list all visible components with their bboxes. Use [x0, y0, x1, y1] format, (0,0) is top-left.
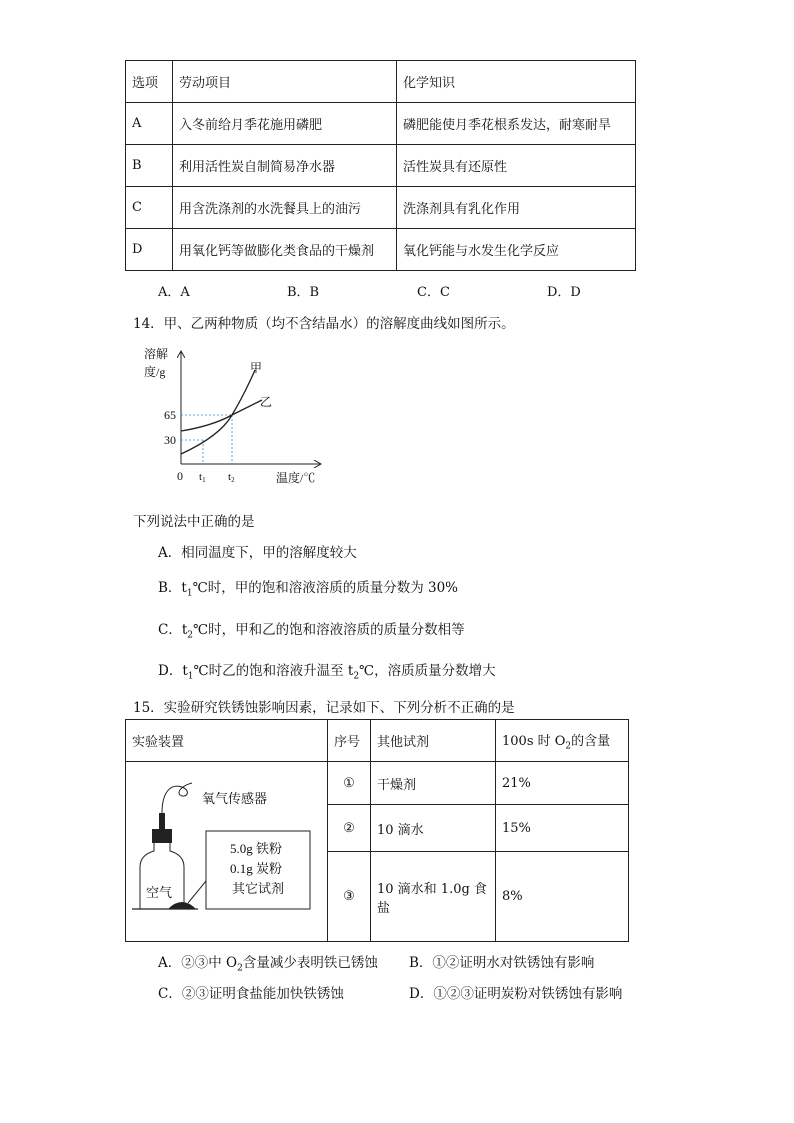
sensor-wire: [162, 783, 192, 813]
table-header-row: [126, 61, 636, 103]
row-knowledge: 氧化钙能与水发生化学反应: [397, 229, 636, 271]
q13-option-b[interactable]: B．B: [287, 285, 320, 300]
row-reagent: 10 滴水: [371, 805, 496, 852]
powder-pile: [168, 902, 196, 909]
q15-option-b[interactable]: B．①②证明水对铁锈蚀有影响: [409, 955, 595, 971]
row-o2: 15%: [496, 805, 629, 852]
apparatus-cell: [126, 762, 328, 942]
q15-option-a[interactable]: [158, 951, 378, 974]
header-reagent: 其他试剂: [371, 720, 496, 762]
x-label: 温度/℃: [276, 471, 316, 485]
q13-table: [125, 60, 636, 271]
table-row: [126, 145, 636, 187]
origin-label: 0: [177, 469, 183, 483]
table-row: [126, 229, 636, 271]
row-option: C: [126, 187, 173, 229]
q14-c-post: ℃时，甲和乙的饱和溶液溶质的质量分数相等: [193, 622, 465, 638]
row-knowledge: 活性炭具有还原性: [397, 145, 636, 187]
x-tick-t1-main: t: [199, 471, 203, 483]
table-row: [126, 187, 636, 229]
box-line-3: 其它试剂: [232, 881, 285, 897]
curve-jia: [181, 370, 255, 454]
stopper: [152, 829, 172, 843]
series-label-jia: 甲: [250, 361, 263, 375]
q14-option-d[interactable]: [158, 659, 496, 682]
q15-option-c[interactable]: C．②③证明食盐能加快铁锈蚀: [158, 986, 344, 1002]
q14-d-sub1: 1: [187, 671, 194, 682]
x-tick-t2: [228, 471, 235, 484]
q14-stem: 14．甲、乙两种物质（均不含结晶水）的溶解度曲线如图所示。: [133, 316, 515, 332]
y-tick-65: 65: [164, 408, 176, 422]
table-header-row: [126, 720, 629, 762]
header-o2-sub: 2: [565, 741, 572, 752]
box-line-1: 5.0g 铁粉: [230, 840, 283, 856]
row-reagent: 干燥剂: [371, 762, 496, 805]
table-row: [126, 103, 636, 145]
q14-b-pre: B．t: [158, 580, 187, 596]
row-labor: 入冬前给月季花施用磷肥: [173, 103, 397, 145]
header-device: 实验装置: [126, 720, 328, 762]
q14-d-sub2: 2: [353, 671, 360, 682]
q14-d-pre: D．t: [158, 663, 188, 679]
q14-option-b[interactable]: [158, 576, 458, 599]
row-num: ①: [328, 762, 371, 805]
q14-option-c[interactable]: [158, 618, 465, 641]
x-tick-t2-main: t: [228, 471, 232, 483]
row-o2: 21%: [496, 762, 629, 805]
header-o2-pre: 100s 时 O: [502, 733, 566, 749]
row-option: A: [126, 103, 173, 145]
q14-b-post: ℃时，甲的饱和溶液溶质的质量分数为 30%: [192, 580, 458, 596]
q13-option-a[interactable]: A．A: [158, 285, 190, 300]
row-labor: 利用活性炭自制简易净水器: [173, 145, 397, 187]
header-o2-post: 的含量: [571, 733, 611, 749]
row-option: B: [126, 145, 173, 187]
q14-c-sub: 2: [187, 630, 193, 641]
air-label: 空气: [146, 885, 173, 901]
q15-a-sub: 2: [237, 963, 243, 974]
q13-option-c[interactable]: C．C: [417, 285, 450, 300]
row-knowledge: 磷肥能使月季花根系发达，耐寒耐旱: [397, 103, 636, 145]
sensor-label: 氧气传感器: [202, 791, 268, 807]
q14-b-sub: 1: [186, 588, 193, 599]
q15-a-post: 含量减少表明铁已锈蚀: [242, 955, 378, 971]
q13-option-d[interactable]: D．D: [547, 285, 581, 300]
x-tick-t2-sub: 2: [231, 476, 235, 484]
row-knowledge: 洗涤剂具有乳化作用: [397, 187, 636, 229]
row-o2: 8%: [496, 852, 629, 942]
row-labor: 用含洗涤剂的水洗餐具上的油污: [173, 187, 397, 229]
header-o2: [496, 720, 629, 762]
solubility-chart: [140, 340, 340, 490]
y-label-line1: 溶解: [144, 347, 169, 361]
box-line-2: 0.1g 炭粉: [230, 860, 283, 876]
header-labor-item: 劳动项目: [173, 61, 397, 103]
header-chem-knowledge: 化学知识: [397, 61, 636, 103]
row-reagent: 10 滴水和 1.0g 食盐: [371, 852, 496, 942]
row-num: ③: [328, 852, 371, 942]
row-option: D: [126, 229, 173, 271]
x-tick-t1: [199, 471, 206, 484]
q14-d-mid: ℃时乙的饱和溶液升温至 t: [193, 663, 354, 679]
row-labor: 用氧化钙等做膨化类食品的干燥剂: [173, 229, 397, 271]
y-tick-30: 30: [164, 433, 176, 447]
header-option: 选项: [126, 61, 173, 103]
q15-stem: 15．实验研究铁锈蚀影响因素，记录如下、下列分析不正确的是: [133, 700, 515, 716]
q14-d-post: ℃，溶质质量分数增大: [359, 663, 496, 679]
table-row: [126, 762, 629, 805]
q15-table: [125, 719, 629, 942]
q14-option-a[interactable]: A．相同温度下，甲的溶解度较大: [158, 545, 357, 561]
x-tick-t1-sub: 1: [202, 476, 206, 484]
header-num: 序号: [328, 720, 371, 762]
curve-yi: [181, 400, 262, 431]
y-label-line2: 度/g: [144, 365, 166, 379]
row-num: ②: [328, 805, 371, 852]
q15-option-d[interactable]: D．①②③证明炭粉对铁锈蚀有影响: [409, 986, 623, 1002]
q14-prompt: 下列说法中正确的是: [133, 514, 255, 530]
q14-c-pre: C．t: [158, 622, 188, 638]
apparatus-diagram: [126, 763, 326, 941]
series-label-yi: 乙: [260, 395, 273, 409]
pointer-line: [188, 881, 206, 903]
q15-a-pre: A．②③中 O: [158, 955, 238, 971]
